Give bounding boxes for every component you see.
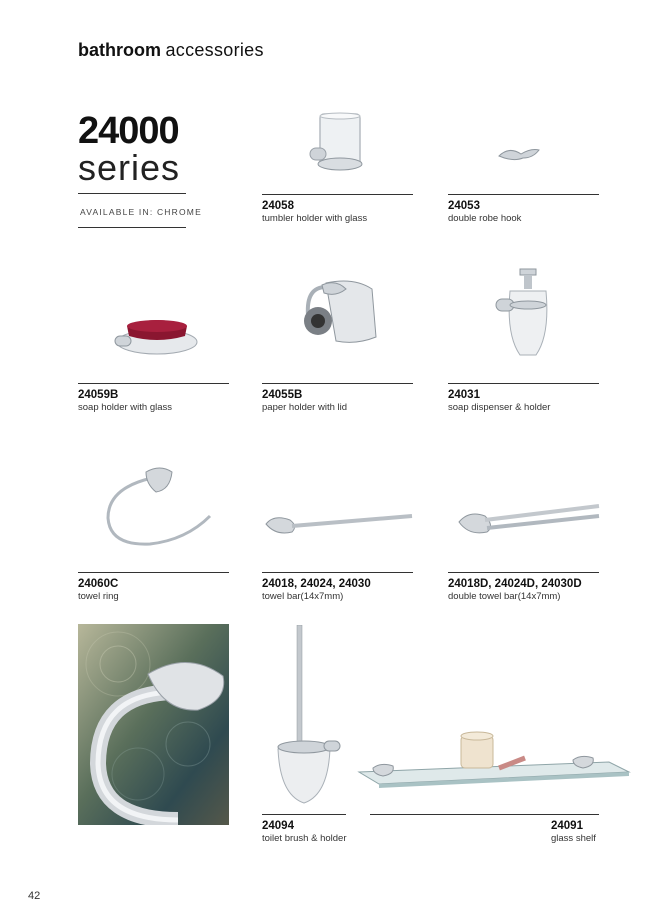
rule-24059b [78, 383, 229, 384]
product-desc-24094: toilet brush & holder [262, 833, 347, 844]
product-desc-24053: double robe hook [448, 213, 522, 224]
towel-ring-photo [78, 624, 229, 825]
soap-dispenser-image [490, 265, 560, 369]
product-code-24091: 24091 [551, 820, 583, 832]
robe-hook-image [495, 142, 545, 168]
product-desc-24055b: paper holder with lid [262, 402, 348, 413]
product-code-24058: 24058 [262, 200, 294, 212]
product-desc-24031: soap dispenser & holder [448, 402, 551, 413]
product-code-24053: 24053 [448, 200, 480, 212]
series-word: series [78, 147, 181, 188]
product-desc-24060c: towel ring [78, 591, 119, 602]
rule-24031 [448, 383, 599, 384]
rule-24018 [262, 572, 413, 573]
series-rule-top [78, 193, 186, 194]
product-desc-24091: glass shelf [551, 833, 596, 844]
page-header [78, 40, 264, 61]
product-desc-24059b: soap holder with glass [78, 402, 172, 413]
product-code-24059b: 24059B [78, 389, 119, 401]
product-code-24094: 24094 [262, 820, 294, 832]
page-number: 42 [28, 890, 41, 902]
product-code-24031: 24031 [448, 389, 480, 401]
product-code-24055b: 24055B [262, 389, 303, 401]
product-desc-24058: tumbler holder with glass [262, 213, 368, 224]
product-desc-24018: towel bar(14x7mm) [262, 591, 344, 602]
availability-note: AVAILABLE IN: CHROME [80, 207, 202, 217]
rule-24018d [448, 572, 599, 573]
double-towel-bar-image [455, 500, 601, 544]
towel-bar-image [262, 510, 414, 540]
product-code-24060c: 24060C [78, 578, 119, 590]
rule-24055b [262, 383, 413, 384]
product-desc-24018d: double towel bar(14x7mm) [448, 591, 561, 602]
series-rule-bottom [78, 227, 186, 228]
rule-24060c [78, 572, 229, 573]
product-code-24018: 24018, 24024, 24030 [262, 578, 371, 590]
towel-ring-image [100, 462, 215, 552]
series-number: 24000 [78, 110, 179, 152]
rule-24053 [448, 194, 599, 195]
tumbler-holder-image [300, 108, 372, 180]
header-bold: bathroom [78, 40, 161, 60]
rule-24091 [370, 814, 599, 815]
rule-24058 [262, 194, 413, 195]
paper-holder-image [296, 275, 386, 365]
header-light: accessories [165, 40, 264, 60]
soap-holder-image [105, 300, 205, 366]
product-code-24018d: 24018D, 24024D, 24030D [448, 578, 582, 590]
glass-shelf-image [355, 728, 633, 798]
toilet-brush-image [272, 625, 344, 810]
rule-24094 [262, 814, 346, 815]
